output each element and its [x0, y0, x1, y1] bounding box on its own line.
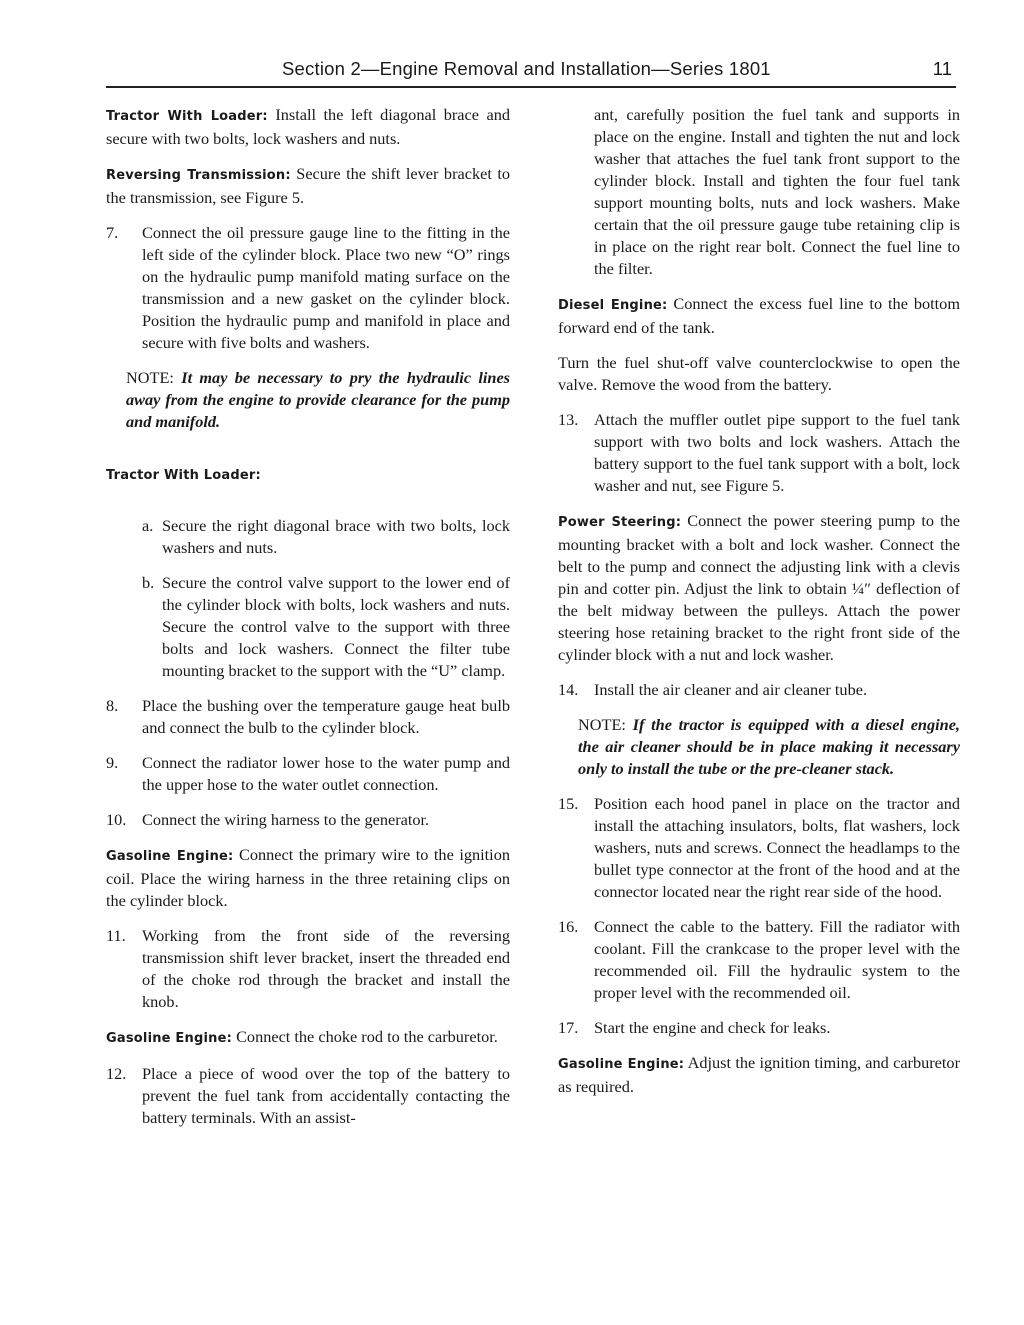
step-number: 8.	[106, 696, 119, 715]
note-diesel-air-cleaner	[578, 714, 960, 780]
page-number: 11	[932, 58, 952, 79]
step-text: Install the air cleaner and air cleaner tube.	[594, 680, 868, 699]
step-12	[106, 1063, 510, 1129]
paragraph-reversing-transmission	[106, 163, 510, 209]
step-text: Start the engine and check for leaks.	[594, 1018, 831, 1037]
note-pry-hydraulic-lines	[126, 367, 510, 433]
note-label: NOTE:	[126, 368, 182, 387]
page-title: Section 2—Engine Removal and Installation—Series 1801	[282, 58, 771, 79]
paragraph-text: Connect the excess fuel line to the bottom forward end of the tank.	[558, 294, 960, 337]
step-8	[106, 695, 510, 739]
paragraph-text: Connect the power steering pump to the mounting bracket with a bolt and lock washer. Connect the belt to the pump and connect the adjusting link with a clevis pin and cotter pin. Adjust the link to obtain ¼″ deflection of the belt midway between the pulleys. Attach the power steering hose retaining bracket to the right front side of the cylinder block with a nut and lock washer.	[558, 511, 961, 664]
paragraph-lead: Tractor With Loader:	[106, 468, 261, 483]
paragraph-lead: Gasoline Engine:	[106, 1031, 232, 1046]
step-number: 17.	[558, 1018, 579, 1037]
paragraph-lead: Power Steering:	[558, 515, 682, 530]
step-text: Connect the wiring harness to the generator.	[142, 810, 430, 829]
substep-b	[142, 572, 510, 682]
left-column	[106, 104, 510, 1142]
step-14	[558, 679, 960, 701]
step-number: 13.	[558, 410, 579, 429]
paragraph-lead: Gasoline Engine:	[106, 849, 234, 864]
step-text: Position each hood panel in place on the tractor and install the attaching insulators, bolts, flat washers, lock washers, nuts and screws. Connect the headlamps to the bullet type connector at the front of the hood and at the connector located near the right rear side of the hood.	[594, 794, 960, 901]
step-text: Connect the cable to the battery. Fill the radiator with coolant. Fill the crankcase to the proper level with the recommended oil. Fill the hydraulic system to the proper level with the recommended oil.	[594, 917, 960, 1002]
step-text: Attach the muffler outlet pipe support to the fuel tank support with two bolts and lock washers. Attach the battery support to the fuel tank support with a bolt, lock washer and nut, see Figure 5.	[594, 410, 960, 495]
step-17	[558, 1017, 960, 1039]
page-header	[106, 56, 956, 88]
step-number: 16.	[558, 917, 579, 936]
step-number: 7.	[106, 223, 119, 242]
step-text: Working from the front side of the reversing transmission shift lever bracket, insert the threaded end of the choke rod through the bracket and install the knob.	[142, 926, 510, 1011]
paragraph-lead: Tractor With Loader:	[106, 109, 268, 124]
paragraph-fuel-valve: Turn the fuel shut-off valve counterclockwise to open the valve. Remove the wood from the battery.	[558, 353, 960, 394]
step-number: 11.	[106, 926, 126, 945]
step-12-continued: ant, carefully position the fuel tank and supports in place on the engine. Install and tighten the nut and lock washer that attaches the fuel tank front support to the cylinder block. Install and tighten the four fuel tank support mounting bolts, nuts and lock washers. Make certain that the oil pressure gauge tube retaining clip is in place on the right rear bolt. Connect the fuel line to the filter.	[594, 105, 960, 278]
paragraph-lead: Gasoline Engine:	[558, 1057, 685, 1072]
paragraph-gasoline-engine-timing	[558, 1052, 960, 1098]
step-text: Connect the oil pressure gauge line to the fitting in the left side of the cylinder block. Place two new “O” rings on the hydraulic pump manifold mating surface on the transmission and a new gasket on the cylinder block. Position the hydraulic pump and manifold in place and secure with five bolts and washers.	[142, 223, 510, 352]
paragraph-tractor-loader	[106, 104, 510, 150]
step-13	[558, 409, 960, 497]
note-text: If the tractor is equipped with a diesel engine, the air cleaner should be in place making it necessary only to install the tube or the pre-cleaner stack.	[578, 715, 961, 778]
paragraph-diesel-engine	[558, 293, 960, 339]
step-number: 10.	[106, 810, 127, 829]
substep-text: Secure the right diagonal brace with two bolts, lock washers and nuts.	[162, 516, 510, 557]
step-7	[106, 222, 510, 354]
step-16	[558, 916, 960, 1004]
subheading-tractor-loader	[106, 463, 510, 487]
paragraph-text: Adjust the ignition timing, and carburetor as required.	[558, 1053, 960, 1096]
step-number: 14.	[558, 680, 579, 699]
paragraph-power-steering	[558, 510, 960, 666]
step-11	[106, 925, 510, 1013]
right-column	[558, 104, 960, 1111]
step-text: Place the bushing over the temperature gauge heat bulb and connect the bulb to the cylinder block.	[142, 696, 510, 737]
paragraph-text: Connect the primary wire to the ignition coil. Place the wiring harness in the three retaining clips on the cylinder block.	[106, 845, 510, 910]
step-9	[106, 752, 510, 796]
step-number: 15.	[558, 794, 579, 813]
substep-letter: a.	[142, 516, 154, 535]
paragraph-text: Secure the shift lever bracket to the transmission, see Figure 5.	[106, 164, 511, 207]
paragraph-gasoline-engine-wiring	[106, 844, 510, 912]
note-label: NOTE:	[578, 715, 633, 734]
substep-a	[142, 515, 510, 559]
step-number: 12.	[106, 1064, 127, 1083]
paragraph-text: Install the left diagonal brace and secure with two bolts, lock washers and nuts.	[106, 105, 510, 148]
substep-letter: b.	[142, 573, 155, 592]
step-number: 9.	[106, 753, 119, 772]
paragraph-text: Connect the choke rod to the carburetor.	[232, 1027, 498, 1046]
step-10	[106, 809, 510, 831]
paragraph-gasoline-engine-choke	[106, 1026, 510, 1050]
step-text: Place a piece of wood over the top of the battery to prevent the fuel tank from accidentally contacting the battery terminals. With an assist-	[142, 1064, 510, 1127]
step-text: Connect the radiator lower hose to the water pump and the upper hose to the water outlet connection.	[142, 753, 510, 794]
step-15	[558, 793, 960, 903]
substep-text: Secure the control valve support to the lower end of the cylinder block with bolts, lock washers and nuts. Secure the control valve to the support with three bolts and lock washers. Connect the filter tube mounting bracket to the support with the “U” clamp.	[162, 573, 510, 680]
paragraph-lead: Reversing Transmission:	[106, 168, 291, 183]
paragraph-lead: Diesel Engine:	[558, 298, 668, 313]
note-text: It may be necessary to pry the hydraulic lines away from the engine to provide clearance for the pump and manifold.	[126, 368, 511, 431]
